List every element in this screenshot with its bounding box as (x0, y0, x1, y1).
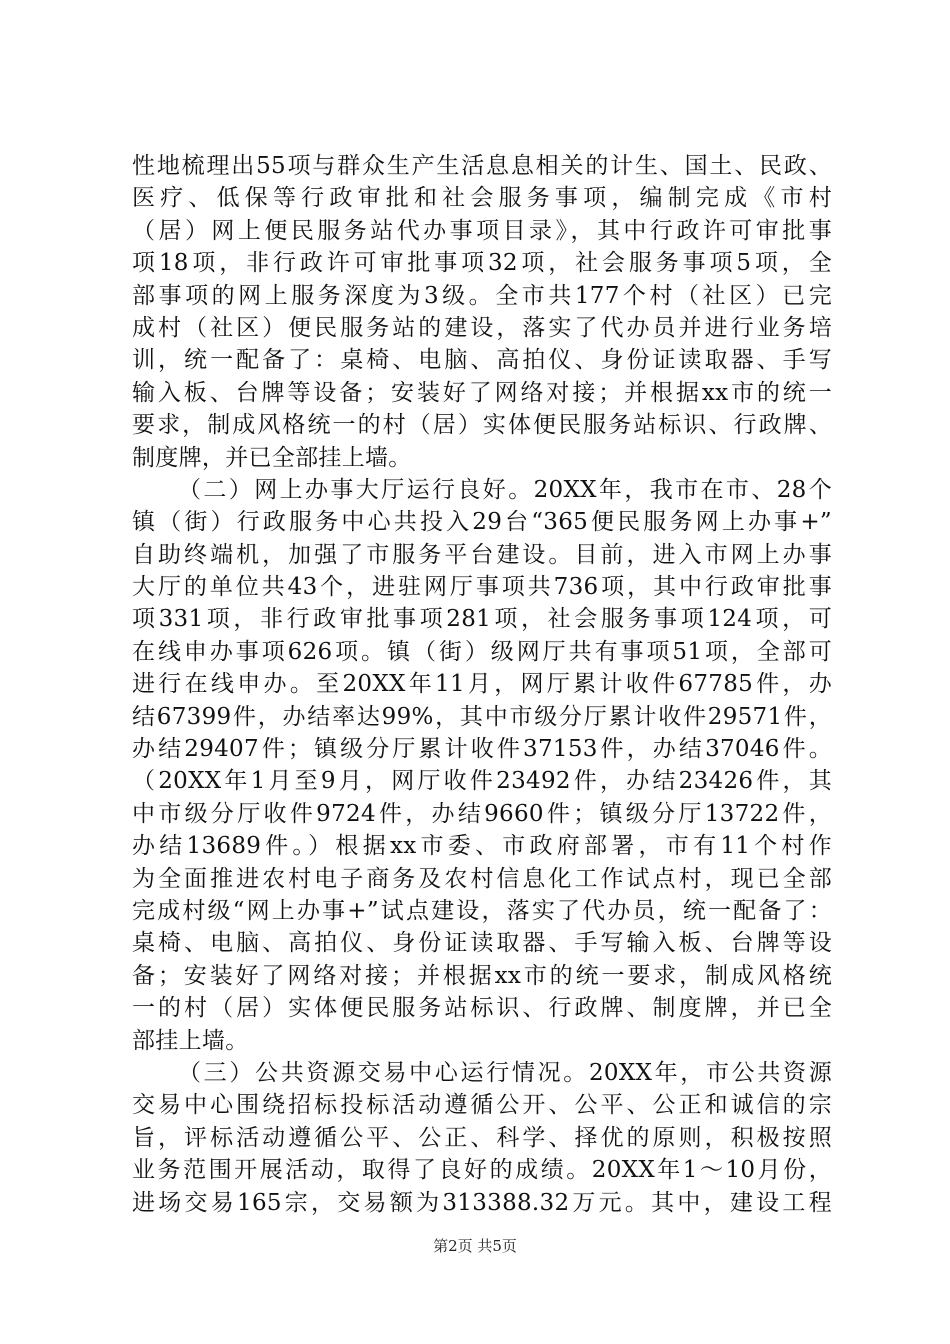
paragraph-2 (132, 474, 832, 1057)
text-line: 镇（街）行政服务中心共投入29台“365便民服务网上办事+” (132, 509, 832, 536)
text-line: 办结13689件。）根据xx市委、市政府部署，市有11个村作 (132, 833, 832, 860)
text-line: 部挂上墙。 (132, 1027, 249, 1054)
text-line: 制度牌，并已全部挂上墙。 (132, 444, 412, 471)
text-line: 旨，评标活动遵循公平、公正、科学、择优的原则，积极按照 (132, 1124, 832, 1151)
text-line: 项18项，非行政许可审批事项32项，社会服务事项5项，全 (132, 250, 832, 277)
text-line: 桌椅、电脑、高拍仪、身份证读取器、手写输入板、台牌等设 (132, 930, 832, 957)
text-line: 在线申办事项626项。镇（街）级网厅共有事项51项，全部可 (132, 638, 832, 665)
text-line: （居）网上便民服务站代办事项目录》，其中行政许可审批事 (132, 217, 832, 244)
text-line: 为全面推进农村电子商务及农村信息化工作试点村，现已全部 (132, 865, 832, 892)
text-line: 一的村（居）实体便民服务站标识、行政牌、制度牌，并已全 (132, 995, 832, 1022)
text-line: 医疗、低保等行政审批和社会服务事项，编制完成《市村 (132, 185, 832, 212)
text-line: （二）网上办事大厅运行良好。20XX年，我市在市、28个 (178, 476, 832, 503)
text-line: 完成村级“网上办事+”试点建设，落实了代办员，统一配备了： (132, 897, 832, 924)
text-line: 项331项，非行政审批事项281项，社会服务事项124项，可 (132, 606, 832, 633)
text-line: 性地梳理出55项与群众生产生活息息相关的计生、国土、民政、 (132, 153, 832, 179)
text-line: 进行在线申办。至20XX年11月，网厅累计收件67785件，办 (132, 671, 832, 698)
text-line: （20XX年1月至9月，网厅收件23492件，办结23426件，其 (132, 768, 832, 795)
page-number-footer: 第2页 共5页 (433, 1237, 517, 1255)
text-line: 备；安装好了网络对接；并根据xx市的统一要求，制成风格统 (132, 962, 832, 989)
text-line: 交易中心围绕招标投标活动遵循公开、公平、公正和诚信的宗 (132, 1092, 832, 1119)
text-line: 大厅的单位共43个，进驻网厅事项共736项，其中行政审批事 (132, 574, 832, 601)
text-line: 部事项的网上服务深度为3级。全市共177个村（社区）已完 (132, 282, 832, 309)
paragraph-3 (132, 1057, 832, 1219)
paragraph-1 (132, 150, 832, 474)
document-body (132, 150, 832, 1219)
text-line: 进场交易165宗，交易额为313388.32万元。其中，建设工程 (132, 1189, 832, 1216)
text-line: 要求，制成风格统一的村（居）实体便民服务站标识、行政牌、 (132, 412, 832, 439)
text-line: 成村（社区）便民服务站的建设，落实了代办员并进行业务培 (132, 314, 832, 341)
text-line: 中市级分厅收件9724件，办结9660件；镇级分厅13722件， (132, 800, 832, 827)
text-line: 训，统一配备了：桌椅、电脑、高拍仪、身份证读取器、手写 (132, 347, 832, 374)
text-line: 结67399件，办结率达99%，其中市级分厅累计收件29571件， (132, 703, 832, 730)
text-line: 业务范围开展活动，取得了良好的成绩。20XX年1～10月份， (132, 1157, 832, 1184)
text-line: 输入板、台牌等设备；安装好了网络对接；并根据xx市的统一 (132, 379, 832, 406)
text-line: 自助终端机，加强了市服务平台建设。目前，进入市网上办事 (132, 541, 832, 568)
text-line: （三）公共资源交易中心运行情况。20XX年，市公共资源 (178, 1059, 832, 1086)
text-line: 办结29407件；镇级分厅累计收件37153件，办结37046件。 (132, 736, 832, 763)
